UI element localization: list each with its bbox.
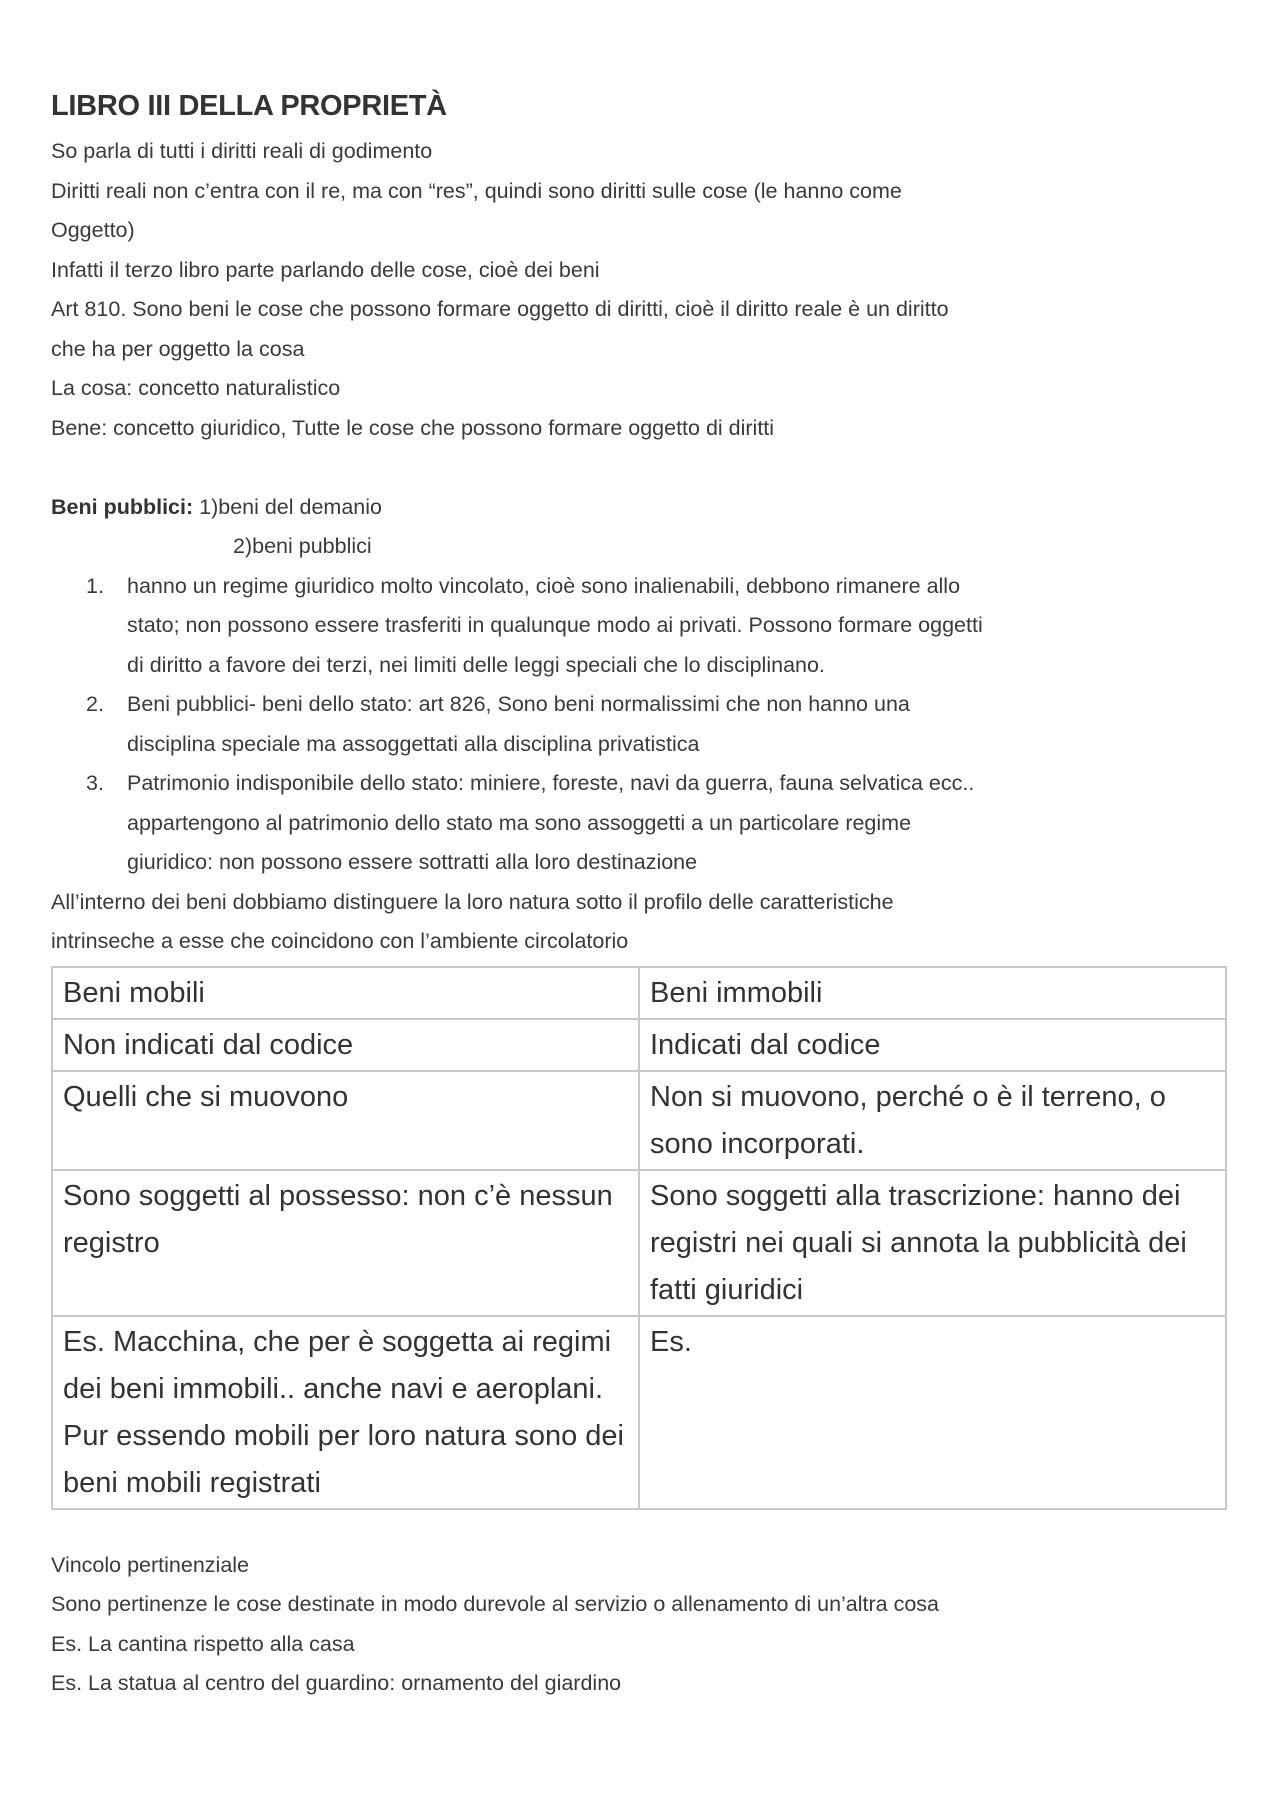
list-number: 3.	[86, 771, 104, 795]
table-cell: Es.	[639, 1316, 1226, 1509]
beni-pubblici-line	[51, 488, 1231, 528]
table-row	[52, 1170, 1226, 1316]
table-cell: Non si muovono, perché o è il terreno, o sono incorporati.	[639, 1071, 1226, 1170]
text-line: All’interno dei beni dobbiamo distinguere la loro natura sotto il profilo delle caratteristiche	[51, 889, 894, 914]
text-line: Art 810. Sono beni le cose che possono formare oggetto di diritti, cioè il diritto reale è un diritto	[51, 297, 949, 321]
text-line: Bene: concetto giuridico, Tutte le cose che possono formare oggetto di diritti	[51, 415, 775, 440]
beni-pubblici-second: 2)beni pubblici	[233, 534, 372, 558]
text-line: So parla di tutti i diritti reali di godimento	[51, 139, 433, 163]
closing-section	[51, 1546, 1231, 1704]
text-line: Diritti reali non c’entra con il re, ma con “res”, quindi sono diritti sulle cose (le hanno come	[51, 178, 902, 203]
text-line: La cosa: concetto naturalistico	[51, 376, 341, 400]
table-cell: Beni immobili	[639, 967, 1226, 1019]
text-line: Vincolo pertinenziale	[51, 1552, 250, 1577]
text-line: Sono pertinenze le cose destinate in modo durevole al servizio o allenamento di un’altra cosa	[51, 1592, 940, 1616]
table-cell: Sono soggetti al possesso: non c’è nessun registro	[52, 1170, 639, 1316]
list-number: 2.	[86, 692, 104, 716]
text-line: giuridico: non possono essere sottratti alla loro destinazione	[127, 850, 698, 874]
table-cell: Sono soggetti alla trascrizione: hanno dei registri nei quali si annota la pubblicità dei fatti giuridici	[639, 1170, 1226, 1316]
table-cell: Indicati dal codice	[639, 1019, 1226, 1071]
table-cell: Beni mobili	[52, 967, 639, 1019]
text-line: di diritto a favore dei terzi, nei limiti delle leggi speciali che lo disciplinano.	[127, 652, 825, 677]
text-line: Es. La statua al centro del guardino: ornamento del giardino	[51, 1671, 622, 1695]
beni-table	[51, 966, 1227, 1510]
list-item	[51, 685, 1231, 764]
text-line: disciplina speciale ma assoggettati alla disciplina privatistica	[127, 731, 700, 756]
text-line: stato; non possono essere trasferiti in qualunque modo ai privati. Possono formare oggetti	[127, 613, 983, 637]
table-row	[52, 1071, 1226, 1170]
list-number: 1.	[86, 573, 104, 598]
table-row	[52, 1316, 1226, 1509]
text-line: Oggetto)	[51, 218, 135, 242]
text-line: intrinseche a esse che coincidono con l’ambiente circolatorio	[51, 929, 629, 953]
page-title: LIBRO III DELLA PROPRIETÀ	[51, 90, 447, 122]
text-line: Patrimonio indisponibile dello stato: miniere, foreste, navi da guerra, fauna selvatica ecc..	[127, 771, 975, 795]
intro-section	[51, 132, 1231, 448]
list-item	[51, 567, 1231, 686]
text-line: Es. La cantina rispetto alla casa	[51, 1631, 355, 1656]
beni-pubblici-label: Beni pubblici:	[51, 494, 194, 519]
list-item	[51, 764, 1231, 883]
table-row	[52, 1019, 1226, 1071]
text-line: hanno un regime giuridico molto vincolato, cioè sono inalienabili, debbono rimanere allo	[127, 573, 961, 598]
table-cell: Es. Macchina, che per è soggetta ai regimi dei beni immobili.. anche navi e aeroplani. Pur essendo mobili per loro natura sono dei beni mobili registrati	[52, 1316, 639, 1509]
beni-pubblici-first: 1)beni del demanio	[193, 494, 382, 519]
table-cell: Non indicati dal codice	[52, 1019, 639, 1071]
note-document	[51, 86, 1231, 1704]
table-cell: Quelli che si muovono	[52, 1071, 639, 1170]
text-line: che ha per oggetto la cosa	[51, 336, 305, 361]
text-line: Beni pubblici- beni dello stato: art 826, Sono beni normalissimi che non hanno una	[127, 692, 910, 716]
blank-line	[51, 448, 1231, 488]
text-line: appartengono al patrimonio dello stato ma sono assoggetti a un particolare regime	[127, 810, 912, 835]
numbered-list	[51, 567, 1231, 883]
table-row	[52, 967, 1226, 1019]
text-line: Infatti il terzo libro parte parlando delle cose, cioè dei beni	[51, 257, 600, 282]
